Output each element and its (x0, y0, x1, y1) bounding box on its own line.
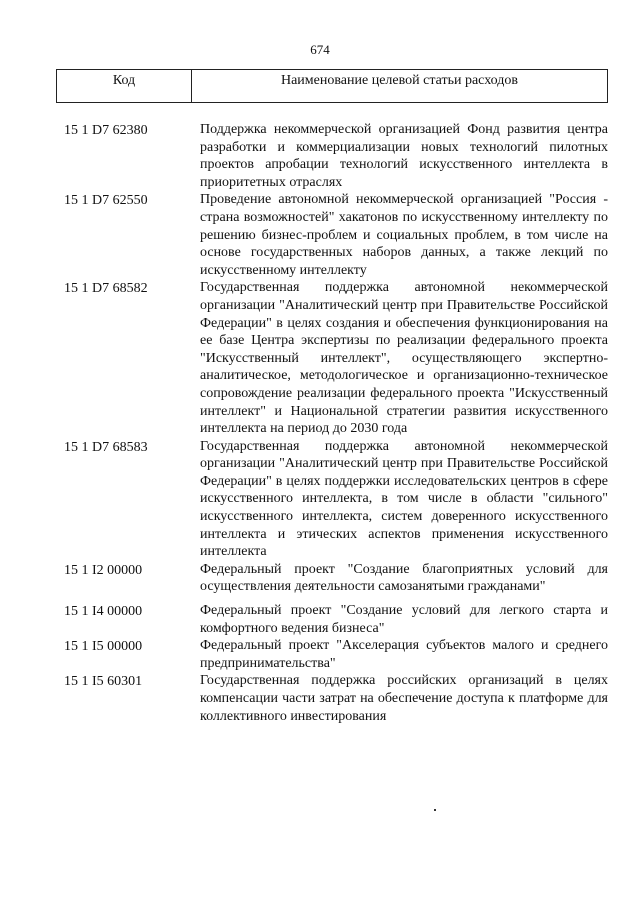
table-row (64, 191, 608, 279)
scan-speck (434, 809, 436, 811)
header-code-column: Код (57, 70, 192, 102)
table-row (64, 438, 608, 561)
row-code: 15 1 D7 68583 (64, 439, 148, 455)
page-number: 674 (310, 42, 330, 57)
row-description: Государственная поддержка российских организаций в целях компенсации части затрат на обеспечение доступа к платформе для коллективного инвестирования (200, 673, 608, 724)
row-description: Государственная поддержка автономной некоммерческой организации "Аналитический центр при Правительстве Российской Федерации" в целях создания и обеспечения функционирования на ее базе Центра экспертизы по реализации федерального проекта "Искусственный интеллект", осуществляющего экспертно-аналитическое, методологическое и организационно-техническое сопровождение реализации федерального проекта "Искусственный интеллект" и Национальной стратегии развития искусственного интеллекта на период до 2030 года (200, 280, 608, 437)
row-description: Проведение автономной некоммерческой организацией "Россия - страна возможностей" хакатонов по искусственному интеллекту по решению бизнес-проблем и социальных проблем, в том числе на основе государственных наборов данных, а также лекций по искусственному интеллекту (200, 192, 608, 278)
row-code: 15 1 I5 00000 (64, 639, 143, 655)
table-row (64, 672, 608, 725)
header-name-column: Наименование целевой статьи расходов (280, 73, 519, 88)
row-description: Государственная поддержка автономной некоммерческой организации "Аналитический центр при Правительстве Российской Федерации" в целях поддержки исследовательских центров в сфере искусственного интеллекта, в том числе в области "сильного" искусственного интеллекта, систем доверенного искусственного интеллекта и этических аспектов применения искусственного интеллекта (200, 438, 608, 560)
row-code: 15 1 D7 62550 (64, 193, 148, 209)
expense-items-list (64, 121, 608, 725)
table-row (64, 279, 608, 437)
row-code: 15 1 I5 60301 (64, 674, 143, 690)
row-code: 15 1 D7 62380 (64, 123, 148, 138)
row-description: Федеральный проект "Создание условий для легкого старта и комфортного ведения бизнеса" (200, 603, 608, 636)
row-description: Федеральный проект "Акселерация субъектов малого и среднего предпринимательства" (200, 638, 608, 671)
row-code: 15 1 I4 00000 (64, 604, 143, 620)
row-description: Поддержка некоммерческой организацией Фонд развития центра разработки и коммерциализации новых технологий пилотных проектов апробации технологий искусственного интеллекта в приоритетных отраслях (200, 122, 608, 190)
table-header (56, 69, 608, 103)
row-description: Федеральный проект "Создание благоприятных условий для осуществления деятельности самозанятыми гражданами" (200, 561, 608, 595)
table-row (64, 561, 608, 596)
row-code: 15 1 D7 68582 (64, 281, 148, 297)
table-row (64, 602, 608, 637)
table-row (64, 637, 608, 672)
table-row (64, 121, 608, 191)
row-code: 15 1 I2 00000 (64, 562, 143, 578)
